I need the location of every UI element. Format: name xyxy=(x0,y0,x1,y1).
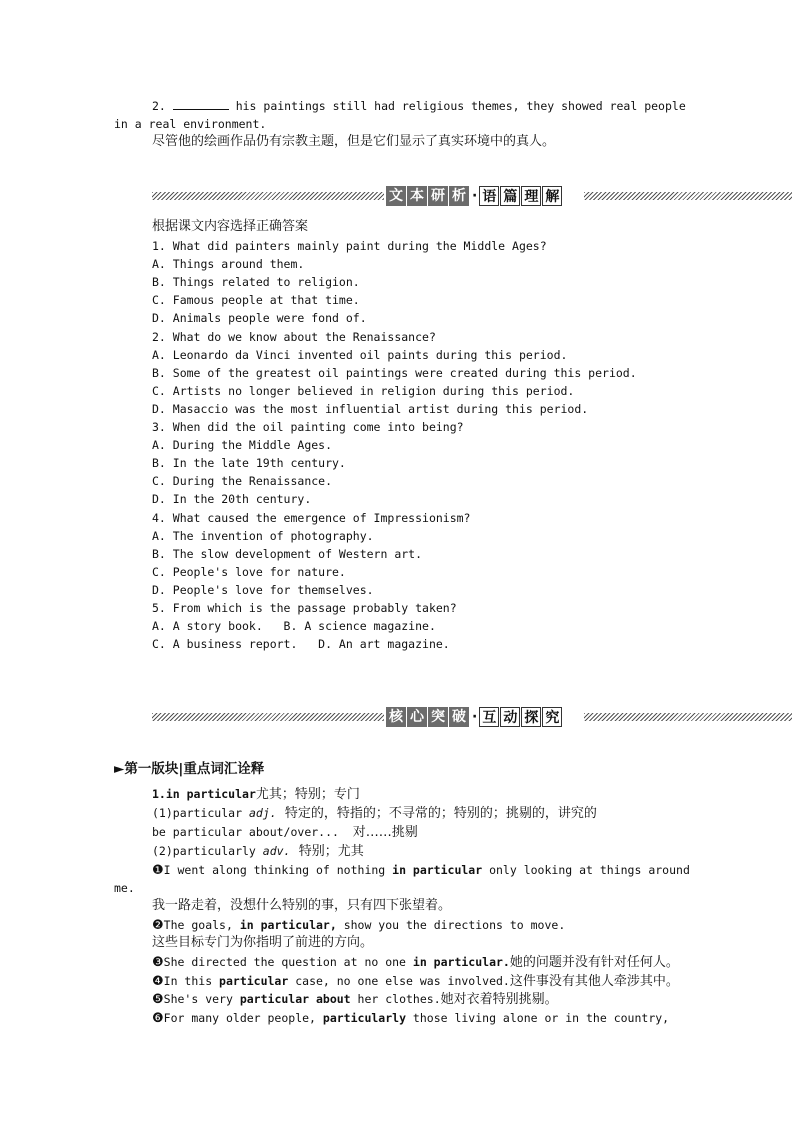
banner-char: 研 xyxy=(428,186,448,206)
reading-option[interactable]: C. Artists no longer believed in religion during this period. xyxy=(152,384,575,398)
example-text: She directed the question at no one xyxy=(163,955,413,969)
example-text: case, no one else was involved. xyxy=(288,974,510,988)
banner-title xyxy=(386,705,563,729)
reading-option[interactable]: A. Leonardo da Vinci invented oil paints during this period. xyxy=(152,348,568,362)
reading-option[interactable]: C. A business report. D. An art magazine. xyxy=(152,637,450,651)
question-2-line1 xyxy=(152,98,686,114)
banner-hatch-right xyxy=(584,713,792,721)
example-keyword: particularly xyxy=(322,1011,406,1025)
question-text: his paintings still had religious themes, they showed real people xyxy=(228,99,686,113)
example-keyword: particular about xyxy=(239,992,351,1006)
reading-option[interactable]: C. People's love for nature. xyxy=(152,565,346,579)
reading-option[interactable]: C. During the Renaissance. xyxy=(152,474,333,488)
banner-char: 文 xyxy=(386,186,406,206)
example-text: her clothes. xyxy=(350,992,441,1006)
banner-dot: · xyxy=(472,709,478,725)
sub-word: (2)particularly xyxy=(152,844,263,858)
example-text: In this xyxy=(163,974,220,988)
example-number: ❻ xyxy=(152,1011,164,1026)
reading-question: 2. What do we know about the Renaissance? xyxy=(152,330,436,344)
example-1-line2: me. xyxy=(114,881,135,895)
example-6 xyxy=(152,1010,669,1027)
sub-meaning: 特定的，特指的；不寻常的；特别的；挑剔的，讲究的 xyxy=(276,806,597,821)
reading-option[interactable]: A. The invention of photography. xyxy=(152,529,374,543)
reading-option[interactable]: B. Things related to religion. xyxy=(152,275,360,289)
reading-option[interactable]: B. The slow development of Western art. xyxy=(152,547,423,561)
question-2-translation: 尽管他的绘画作品仍有宗教主题，但是它们显示了真实环境中的真人。 xyxy=(152,134,556,149)
banner-char: 解 xyxy=(542,186,562,206)
banner-dot: · xyxy=(472,188,478,204)
section-title: ►第一版块|重点词汇诠释 xyxy=(114,761,265,777)
example-text: The goals, xyxy=(163,918,240,932)
banner-hatch-left xyxy=(152,713,384,721)
banner-char: 探 xyxy=(521,707,541,727)
phrase-english: be particular about/over... xyxy=(152,825,353,839)
reading-instruction: 根据课文内容选择正确答案 xyxy=(152,219,309,234)
example-keyword: in particular. xyxy=(412,955,510,969)
banner-char: 本 xyxy=(407,186,427,206)
example-1 xyxy=(152,862,690,879)
reading-option[interactable]: B. Some of the greatest oil paintings were created during this period. xyxy=(152,366,637,380)
example-text: I went along thinking of nothing xyxy=(163,863,393,877)
banner-char: 动 xyxy=(500,707,520,727)
part-of-speech: adj. xyxy=(248,806,277,820)
example-number: ❷ xyxy=(152,918,164,933)
reading-option[interactable]: D. Masaccio was the most influential artist during this period. xyxy=(152,402,589,416)
example-text: show you the directions to move. xyxy=(336,918,566,932)
vocab-sub-2 xyxy=(152,843,364,860)
reading-option[interactable]: C. Famous people at that time. xyxy=(152,293,360,307)
example-text: those living alone or in the country, xyxy=(406,1011,670,1025)
sub-meaning: 特别；尤其 xyxy=(290,844,364,859)
example-translation: 她的问题并没有针对任何人。 xyxy=(509,955,679,970)
banner-char: 究 xyxy=(542,707,562,727)
example-number: ❺ xyxy=(152,992,164,1007)
banner-char: 篇 xyxy=(500,186,520,206)
example-5 xyxy=(152,991,558,1008)
reading-question: 1. What did painters mainly paint during the Middle Ages? xyxy=(152,239,547,253)
reading-option[interactable]: A. A story book. B. A science magazine. xyxy=(152,619,436,633)
reading-question: 5. From which is the passage probably taken? xyxy=(152,601,457,615)
example-translation: 这件事没有其他人牵涉其中。 xyxy=(509,974,679,989)
reading-option[interactable]: D. In the 20th century. xyxy=(152,492,312,506)
reading-question: 4. What caused the emergence of Impressionism? xyxy=(152,511,471,525)
example-number: ❹ xyxy=(152,974,164,989)
banner-char: 理 xyxy=(521,186,541,206)
question-2-line2: in a real environment. xyxy=(114,117,267,131)
banner-char: 语 xyxy=(479,186,499,206)
banner-char: 析 xyxy=(449,186,469,206)
example-2 xyxy=(152,917,565,934)
sub-word: (1)particular xyxy=(152,806,249,820)
example-keyword: in particular xyxy=(392,863,483,877)
section-banner-core-breakthrough xyxy=(152,705,792,729)
example-keyword: particular xyxy=(219,974,289,988)
example-4 xyxy=(152,973,679,990)
vocab-item-meaning: 尤其；特别；专门 xyxy=(255,787,360,802)
vocab-phrase xyxy=(152,824,418,841)
banner-title xyxy=(386,184,563,208)
example-text: For many older people, xyxy=(163,1011,323,1025)
example-number: ❸ xyxy=(152,955,164,970)
reading-option[interactable]: D. People's love for themselves. xyxy=(152,583,374,597)
vocab-item-number: 1. xyxy=(152,787,166,801)
banner-char: 破 xyxy=(449,707,469,727)
reading-option[interactable]: A. Things around them. xyxy=(152,257,305,271)
example-3 xyxy=(152,954,679,971)
answer-blank[interactable] xyxy=(173,98,229,110)
example-text: only looking at things around xyxy=(482,863,690,877)
banner-hatch-left xyxy=(152,192,384,200)
phrase-chinese: 对……挑剔 xyxy=(352,825,418,840)
example-1-translation: 我一路走着，没想什么特别的事，只有四下张望着。 xyxy=(152,898,452,913)
example-number: ❶ xyxy=(152,863,164,878)
vocab-item-word: in particular xyxy=(165,787,256,801)
banner-char: 核 xyxy=(386,707,406,727)
reading-question: 3. When did the oil painting come into being? xyxy=(152,420,464,434)
vocab-item-heading xyxy=(152,786,360,803)
example-keyword: in particular, xyxy=(239,918,337,932)
vocab-sub-1 xyxy=(152,805,597,822)
question-number: 2. xyxy=(152,99,173,113)
banner-char: 突 xyxy=(428,707,448,727)
example-translation: 她对衣着特别挑剔。 xyxy=(440,992,558,1007)
example-2-translation: 这些目标专门为你指明了前进的方向。 xyxy=(152,935,374,950)
section-banner-text-study xyxy=(152,184,792,208)
reading-option[interactable]: A. During the Middle Ages. xyxy=(152,438,333,452)
part-of-speech: adv. xyxy=(262,844,291,858)
reading-option[interactable]: B. In the late 19th century. xyxy=(152,456,346,470)
reading-option[interactable]: D. Animals people were fond of. xyxy=(152,311,367,325)
banner-char: 互 xyxy=(479,707,499,727)
example-text: She's very xyxy=(163,992,240,1006)
banner-char: 心 xyxy=(407,707,427,727)
banner-hatch-right xyxy=(584,192,792,200)
